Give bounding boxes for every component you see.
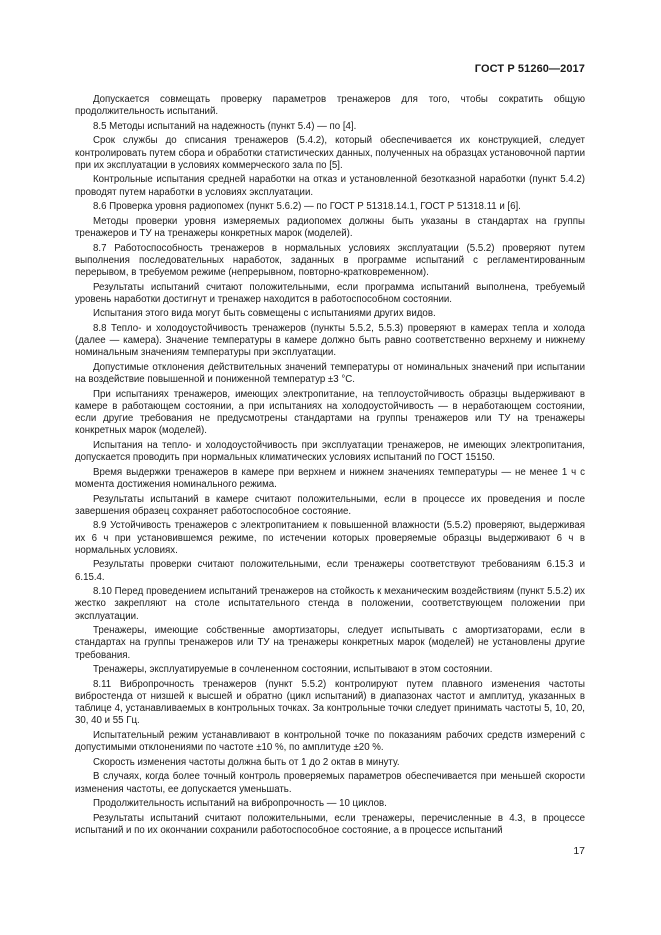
page-number: 17 <box>573 845 585 857</box>
document-code-header: ГОСТ Р 51260—2017 <box>474 63 585 75</box>
document-body <box>75 94 585 840</box>
paragraph: Время выдержки тренажеров в камере при верхнем и нижнем значениях температуры — не менее 1 ч с момента достижения номинального режима. <box>75 466 585 490</box>
paragraph: Допускается совмещать проверку параметров тренажеров для того, чтобы сократить общую продолжительность испытаний. <box>75 94 585 118</box>
paragraph: Методы проверки уровня измеряемых радиопомех должны быть указаны в стандартах на группы тренажеров и ТУ на тренажеры конкретных марок (моделей). <box>75 215 585 239</box>
paragraph: Результаты испытаний считают положительными, если тренажеры, перечисленные в 4.3, в процессе испытаний и по их окончании сохранили работоспособное состояние, а в процессе испытаний <box>75 812 585 836</box>
paragraph: Испытания на тепло- и холодоустойчивость при эксплуатации тренажеров, не имеющих электропитания, допускается проводить при нормальных климатических условиях испытаний по ГОСТ 15150. <box>75 439 585 464</box>
paragraph: При испытаниях тренажеров, имеющих электропитание, на теплоустойчивость образцы выдерживают в камере в работающем состоянии, а при испытаниях на холодоустойчивость — в неработающем состоянии, если другие требования не предусмотрены стандартами на группы тренажеров или ТУ на тренажеры конкретных марок (моделей). <box>75 388 585 437</box>
paragraph: Допустимые отклонения действительных значений температуры от номинальных значений при испытании на воздействие повышенной и пониженной температур ±3 °С. <box>75 361 585 386</box>
paragraph: Срок службы до списания тренажеров (5.4.2), который обеспечивается их конструкцией, следует контролировать путем сбора и обработки статистических данных, полученных на образцах установочной партии при их эксплуатации в условиях коммерческого зала по [5]. <box>75 135 586 171</box>
paragraph: Результаты испытаний в камере считают положительными, если в процессе их проведения и после завершения образец сохраняет работоспособное состояние. <box>75 493 585 517</box>
paragraph: Испытательный режим устанавливают в контрольной точке по показаниям рабочих средств измерений с допустимыми отклонениями по частоте ±10 %, по амплитуде ±20 %. <box>75 729 585 754</box>
section-8-11: 8.11 Вибропрочность тренажеров (пункт 5.5.2) контролируют путем плавного изменения частоты вибростенда от низшей к высшей и обратно (цикл испытаний) в диапазонах частот и амплитуд, указанных в таблице 4, устанавливаемых в контрольных точках. За контрольные точки следует принимать частоты 5, 10, 20, 30, 40 и 55 Гц. <box>75 678 585 727</box>
paragraph: Результаты проверки считают положительными, если тренажеры соответствуют требованиям 6.15.3 и 6.15.4. <box>75 559 585 583</box>
paragraph: Тренажеры, эксплуатируемые в сочлененном состоянии, испытывают в этом состоянии. <box>93 664 493 676</box>
paragraph: В случаях, когда более точный контроль проверяемых параметров обеспечивается при меньшей скорости изменения частоты, ее допускается уменьшать. <box>75 771 585 795</box>
paragraph: Испытания этого вида могут быть совмещены с испытаниями других видов. <box>93 308 436 320</box>
paragraph: Контрольные испытания средней наработки на отказ и установленной безотказной наработки (пункт 5.4.2) проводят путем наработки в условиях эксплуатации. <box>75 174 585 198</box>
paragraph: Результаты испытаний считают положительными, если программа испытаний выполнена, требуемый уровень наработки достигнут и тренажер находится в работоспособном состоянии. <box>75 281 585 305</box>
section-8-9: 8.9 Устойчивость тренажеров с электропитанием к повышенной влажности (5.5.2) проверяют, выдерживая их 6 ч при установившемся режиме, по истечении которых проверяемые образцы выдерживают 6 ч в нормальных условиях. <box>75 520 585 556</box>
section-heading-8-6: 8.6 Проверка уровня радиопомех (пункт 5.6.2) — по ГОСТ Р 51318.14.1, ГОСТ Р 51318.11 и [6]. <box>93 201 521 213</box>
paragraph: Продолжительность испытаний на вибропрочность — 10 циклов. <box>93 798 387 810</box>
section-heading-8-5: 8.5 Методы испытаний на надежность (пункт 5.4) — по [4]. <box>93 120 357 132</box>
paragraph: Скорость изменения частоты должна быть от 1 до 2 октав в минуту. <box>93 756 400 768</box>
section-8-8: 8.8 Тепло- и холодоустойчивость тренажеров (пункты 5.5.2, 5.5.3) проверяют в камерах тепла и холода (далее — камера). Значение температуры в камере должно быть равно соответственно верхнему и нижнему номинальным значениям температуры при эксплуатации. <box>75 322 585 359</box>
paragraph: Тренажеры, имеющие собственные амортизаторы, следует испытывать с амортизаторами, если в стандартах на группы тренажеров или ТУ на тренажеры конкретных марок (моделей) не установлены другие требования. <box>75 625 585 661</box>
section-8-10: 8.10 Перед проведением испытаний тренажеров на стойкость к механическим воздействиям (пункт 5.5.2) их жестко закрепляют на столе испытательного стенда в положении, соответствующем положении при эксплуатации. <box>75 586 585 622</box>
section-8-7: 8.7 Работоспособность тренажеров в нормальных условиях эксплуатации (5.5.2) проверяют путем выполнения последовательных наработок, заданных в программе испытаний с регламентированным перерывом, в требуемом режиме (непрерывном, повторно-кратковременном). <box>75 242 585 278</box>
